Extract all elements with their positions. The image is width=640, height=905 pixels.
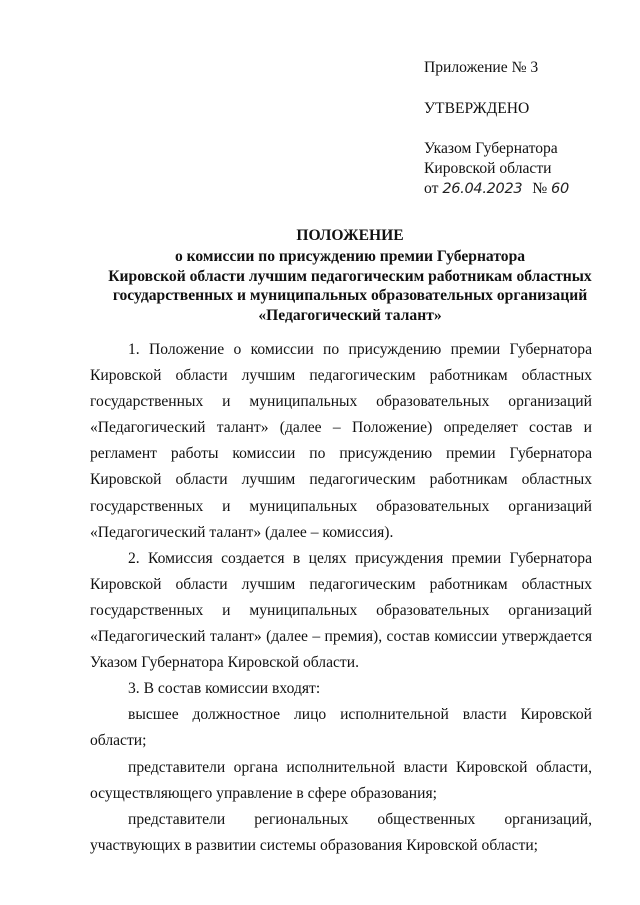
approval-header [424, 58, 624, 199]
approved-label: УТВЕРЖДЕНО [424, 100, 530, 117]
date-prefix: от [424, 180, 439, 197]
appendix-label: Приложение № 3 [424, 59, 539, 76]
number-prefix: № [532, 180, 548, 197]
decree-line-2: Кировской области [424, 160, 552, 177]
title-main: ПОЛОЖЕНИЕ [296, 227, 404, 244]
title-line-4: «Педагогический талант» [258, 307, 442, 325]
handwritten-date: 26.04.2023 [442, 181, 523, 197]
title-line-2: Кировской области лучшим педагогическим работникам областных [108, 267, 592, 285]
list-item-3: представители региональных общественных организаций, участвующих в развитии системы образования Кировской области; [90, 810, 592, 854]
document-title [60, 226, 640, 326]
decree-date-line [424, 179, 624, 199]
paragraph-2: 2. Комиссия создается в целях присуждения премии Губернатора Кировской области лучшим педагогическим работникам областных государственных и муниципальных образовательных организаций «Педагогический талант» (далее – премия), состав комиссии утверждается Указом Губернатора Кировской области. [90, 549, 592, 672]
handwritten-number: 60 [551, 181, 569, 197]
list-item-2: представители органа исполнительной власти Кировской области, осуществляющего управление в сфере образования; [90, 758, 592, 802]
paragraph-1: 1. Положение о комиссии по присуждению премии Губернатора Кировской области лучшим педагогическим работникам областных государственных и муниципальных образовательных организаций «Педагогический талант» (далее – Положение) определяет состав и регламент работы комиссии по присуждению премии Губернатора Кировской области лучшим педагогическим работникам областных государственных и муниципальных образовательных организаций «Педагогический талант» (далее – комиссия). [90, 341, 592, 541]
title-line-3: государственных и муниципальных образовательных организаций [112, 287, 588, 305]
list-item-1: высшее должностное лицо исполнительной власти Кировской области; [90, 706, 592, 750]
paragraph-3: 3. В состав комиссии входят: [128, 680, 321, 698]
document-body [90, 337, 592, 859]
decree-line-1: Указом Губернатора [424, 140, 558, 157]
title-line-1: о комиссии по присуждению премии Губернатора [174, 247, 526, 265]
